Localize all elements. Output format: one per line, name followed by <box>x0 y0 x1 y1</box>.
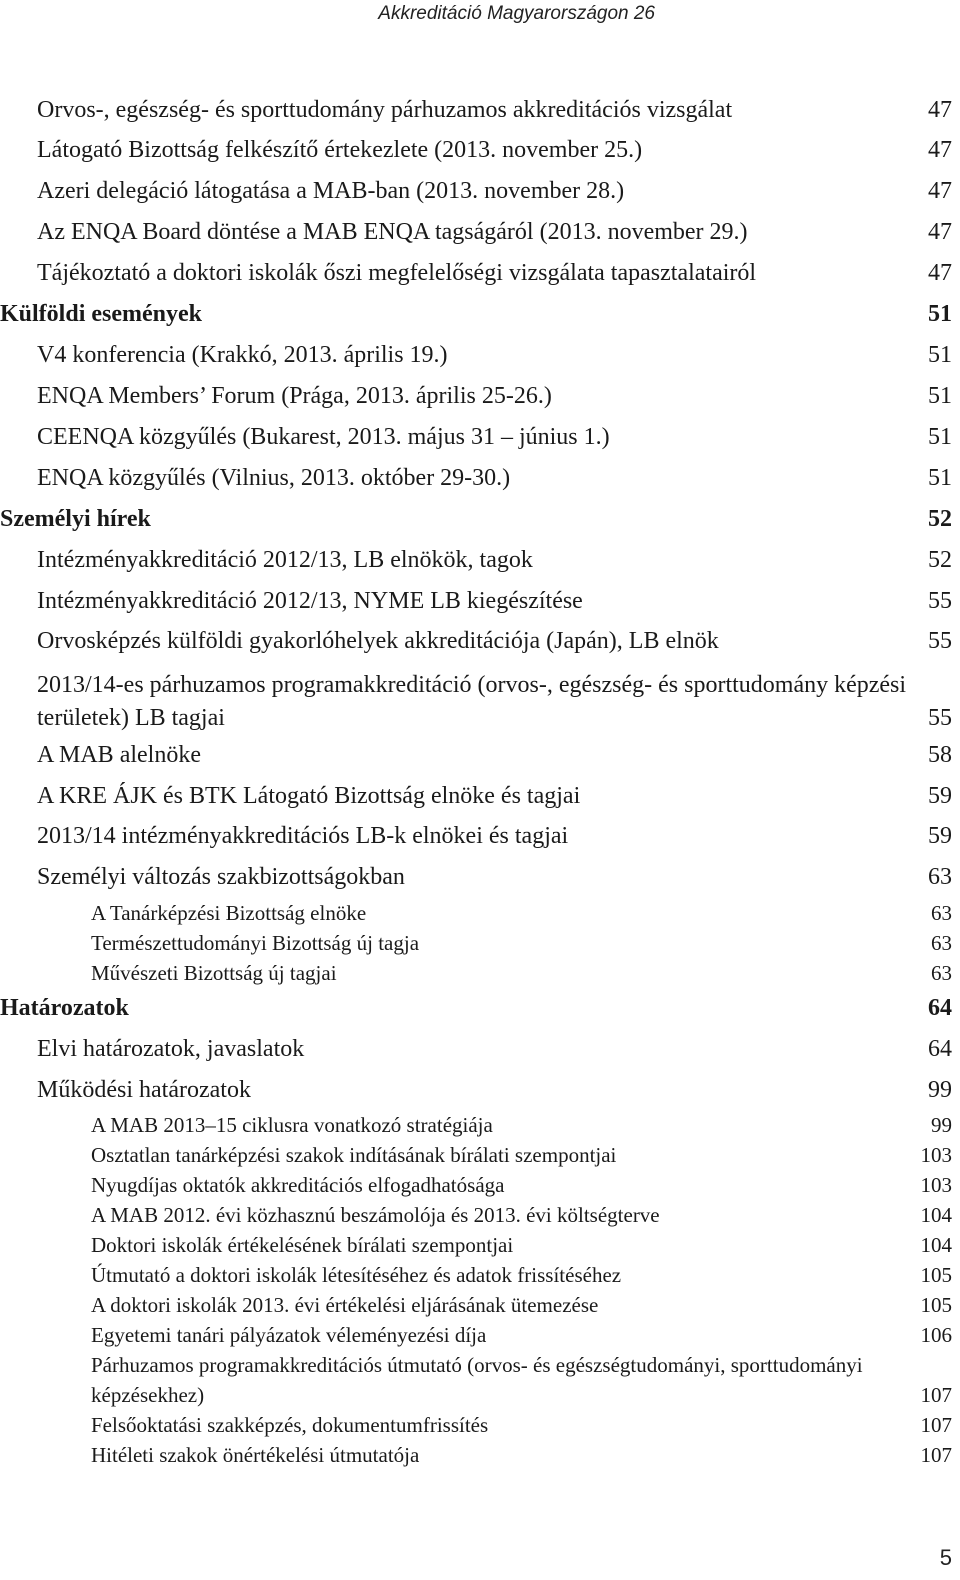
toc-subentry[interactable] <box>0 1260 960 1290</box>
toc-page-number: 107 <box>920 1443 952 1467</box>
toc-entry-title: Az ENQA Board döntése a MAB ENQA tagságáról (2013. november 29.) <box>37 219 748 245</box>
toc-page-number: 51 <box>928 301 952 327</box>
toc-entry-title: Orvos-, egészség- és sporttudomány párhuzamos akkreditációs vizsgálat <box>37 97 733 123</box>
toc-entry-title: A Tanárképzési Bizottság elnöke <box>91 901 367 925</box>
toc-page-number: 63 <box>931 961 952 985</box>
toc-page-number: 52 <box>928 547 952 573</box>
toc-entry[interactable] <box>0 417 960 458</box>
toc-section-heading[interactable] <box>0 499 960 540</box>
toc-page-number: 104 <box>920 1233 952 1257</box>
toc-page-number: 63 <box>931 931 952 955</box>
toc-page-number: 47 <box>928 219 952 245</box>
toc-subentry[interactable] <box>0 1440 960 1470</box>
toc-page-number: 99 <box>928 1077 952 1103</box>
toc-entry[interactable] <box>0 1070 960 1110</box>
toc-entry-title: Párhuzamos programakkreditációs útmutató (orvos- és egészségtudományi, sporttudományi képzésekhez) <box>91 1353 863 1407</box>
toc-page-number: 52 <box>928 506 952 532</box>
toc-page-number: 55 <box>928 588 952 614</box>
toc-subentry[interactable] <box>0 1140 960 1170</box>
toc-entry-title: Azeri delegáció látogatása a MAB-ban (2013. november 28.) <box>37 178 625 204</box>
toc-entry-title: 2013/14-es párhuzamos programakkreditáció (orvos-, egészség- és sporttudomány képzési területek) LB tagjai <box>37 672 907 731</box>
toc-entry-title: CEENQA közgyűlés (Bukarest, 2013. május 31 – június 1.) <box>37 424 610 450</box>
toc-page-number: 55 <box>928 705 952 731</box>
toc-subentry[interactable] <box>0 1410 960 1440</box>
toc-subentry[interactable] <box>0 1350 960 1410</box>
toc-page-number: 55 <box>928 628 952 654</box>
toc-page-number: 106 <box>920 1323 952 1347</box>
toc-subentry[interactable] <box>0 1290 960 1320</box>
toc-subentry[interactable] <box>0 1320 960 1350</box>
running-header: Akkreditáció Magyarországon 26 <box>378 3 655 24</box>
toc-page-number: 103 <box>920 1173 952 1197</box>
toc-entry-title: Hitéleti szakok önértékelési útmutatója <box>91 1443 420 1467</box>
toc-page-number: 64 <box>928 1036 952 1062</box>
toc-page-number: 105 <box>920 1263 952 1287</box>
toc-entry-title: A KRE ÁJK és BTK Látogató Bizottság elnöke és tagjai <box>37 783 581 809</box>
toc-subentry[interactable] <box>0 1200 960 1230</box>
toc-entry-title: Tájékoztató a doktori iskolák őszi megfelelőségi vizsgálata tapasztalatairól <box>37 260 757 286</box>
toc-entry-title: Személyi hírek <box>0 506 151 532</box>
toc-entry[interactable] <box>0 130 960 171</box>
toc-page-number: 107 <box>920 1383 952 1407</box>
toc-entry-title: A MAB alelnöke <box>37 742 201 768</box>
toc-entry-title: 2013/14 intézményakkreditációs LB-k elnökei és tagjai <box>37 823 569 849</box>
toc-entry-title: A MAB 2013–15 ciklusra vonatkozó stratégiája <box>91 1113 493 1137</box>
toc-entry-title: Természettudományi Bizottság új tagja <box>91 931 420 955</box>
toc-page-number: 47 <box>928 97 952 123</box>
toc-entry[interactable] <box>0 621 960 662</box>
toc-entry[interactable] <box>0 458 960 499</box>
toc-entry[interactable] <box>0 335 960 376</box>
toc-entry-title: Intézményakkreditáció 2012/13, LB elnökök, tagok <box>37 547 533 573</box>
toc-entry[interactable] <box>0 540 960 581</box>
toc-page-number: 105 <box>920 1293 952 1317</box>
toc-page-number: 47 <box>928 137 952 163</box>
toc-entry[interactable] <box>0 581 960 621</box>
toc-entry[interactable] <box>0 253 960 294</box>
toc-entry-title: Látogató Bizottság felkészítő értekezlete (2013. november 25.) <box>37 137 643 163</box>
toc-subentry[interactable] <box>0 928 960 958</box>
toc-subentry[interactable] <box>0 1110 960 1140</box>
toc-entry[interactable] <box>0 212 960 253</box>
toc-page-number: 99 <box>931 1113 952 1137</box>
toc-section-heading[interactable] <box>0 988 960 1029</box>
page-number: 5 <box>939 1545 952 1570</box>
toc-subentry[interactable] <box>0 958 960 988</box>
toc-page-number: 63 <box>928 864 952 890</box>
toc-entry[interactable] <box>0 90 960 130</box>
toc-page-number: 51 <box>928 383 952 409</box>
toc-page-number: 103 <box>920 1143 952 1167</box>
toc-subentry[interactable] <box>0 898 960 928</box>
toc-entry-title: ENQA Members’ Forum (Prága, 2013. április 25-26.) <box>37 383 552 409</box>
toc-section-heading[interactable] <box>0 294 960 335</box>
toc-entry-title: Felsőoktatási szakképzés, dokumentumfrissítés <box>91 1413 489 1437</box>
toc-page-number: 47 <box>928 178 952 204</box>
toc-entry[interactable] <box>0 816 960 857</box>
toc-page-number: 59 <box>928 823 952 849</box>
toc-entry-title: Elvi határozatok, javaslatok <box>37 1036 305 1062</box>
toc-entry-title: Osztatlan tanárképzési szakok indításának bírálati szempontjai <box>91 1143 617 1167</box>
table-of-contents <box>0 90 960 1470</box>
toc-subentry[interactable] <box>0 1170 960 1200</box>
toc-entry-title: Művészeti Bizottság új tagjai <box>91 961 337 985</box>
toc-entry-title: Külföldi események <box>0 301 202 327</box>
toc-entry[interactable] <box>0 662 960 735</box>
toc-entry[interactable] <box>0 735 960 776</box>
toc-entry-title: Orvosképzés külföldi gyakorlóhelyek akkreditációja (Japán), LB elnök <box>37 628 719 654</box>
toc-entry-title: Útmutató a doktori iskolák létesítéséhez és adatok frissítéséhez <box>91 1263 622 1287</box>
toc-page-number: 64 <box>928 995 952 1021</box>
toc-page-number: 104 <box>920 1203 952 1227</box>
toc-page-number: 51 <box>928 424 952 450</box>
toc-subentry[interactable] <box>0 1230 960 1260</box>
toc-entry[interactable] <box>0 857 960 898</box>
toc-entry-title: V4 konferencia (Krakkó, 2013. április 19.) <box>37 342 448 368</box>
toc-entry-title: Működési határozatok <box>37 1077 251 1103</box>
toc-entry-title: Személyi változás szakbizottságokban <box>37 864 405 890</box>
toc-entry-title: Egyetemi tanári pályázatok véleményezési díja <box>91 1323 487 1347</box>
toc-page-number: 107 <box>920 1413 952 1437</box>
toc-entry-title: Intézményakkreditáció 2012/13, NYME LB kiegészítése <box>37 588 583 614</box>
toc-page-number: 51 <box>928 465 952 491</box>
toc-entry[interactable] <box>0 1029 960 1070</box>
toc-page-number: 47 <box>928 260 952 286</box>
toc-entry[interactable] <box>0 171 960 212</box>
toc-page-number: 63 <box>931 901 952 925</box>
toc-entry[interactable] <box>0 776 960 816</box>
toc-entry-title: A doktori iskolák 2013. évi értékelési eljárásának ütemezése <box>91 1293 599 1317</box>
toc-entry-title: Nyugdíjas oktatók akkreditációs elfogadhatósága <box>91 1173 505 1197</box>
toc-entry-title: Doktori iskolák értékelésének bírálati szempontjai <box>91 1233 514 1257</box>
toc-entry[interactable] <box>0 376 960 417</box>
toc-entry-title: ENQA közgyűlés (Vilnius, 2013. október 29-30.) <box>37 465 511 491</box>
toc-page-number: 58 <box>928 742 952 768</box>
toc-entry-title: Határozatok <box>0 995 129 1021</box>
toc-entry-title: A MAB 2012. évi közhasznú beszámolója és 2013. évi költségterve <box>91 1203 660 1227</box>
toc-page-number: 59 <box>928 783 952 809</box>
toc-page-number: 51 <box>928 342 952 368</box>
